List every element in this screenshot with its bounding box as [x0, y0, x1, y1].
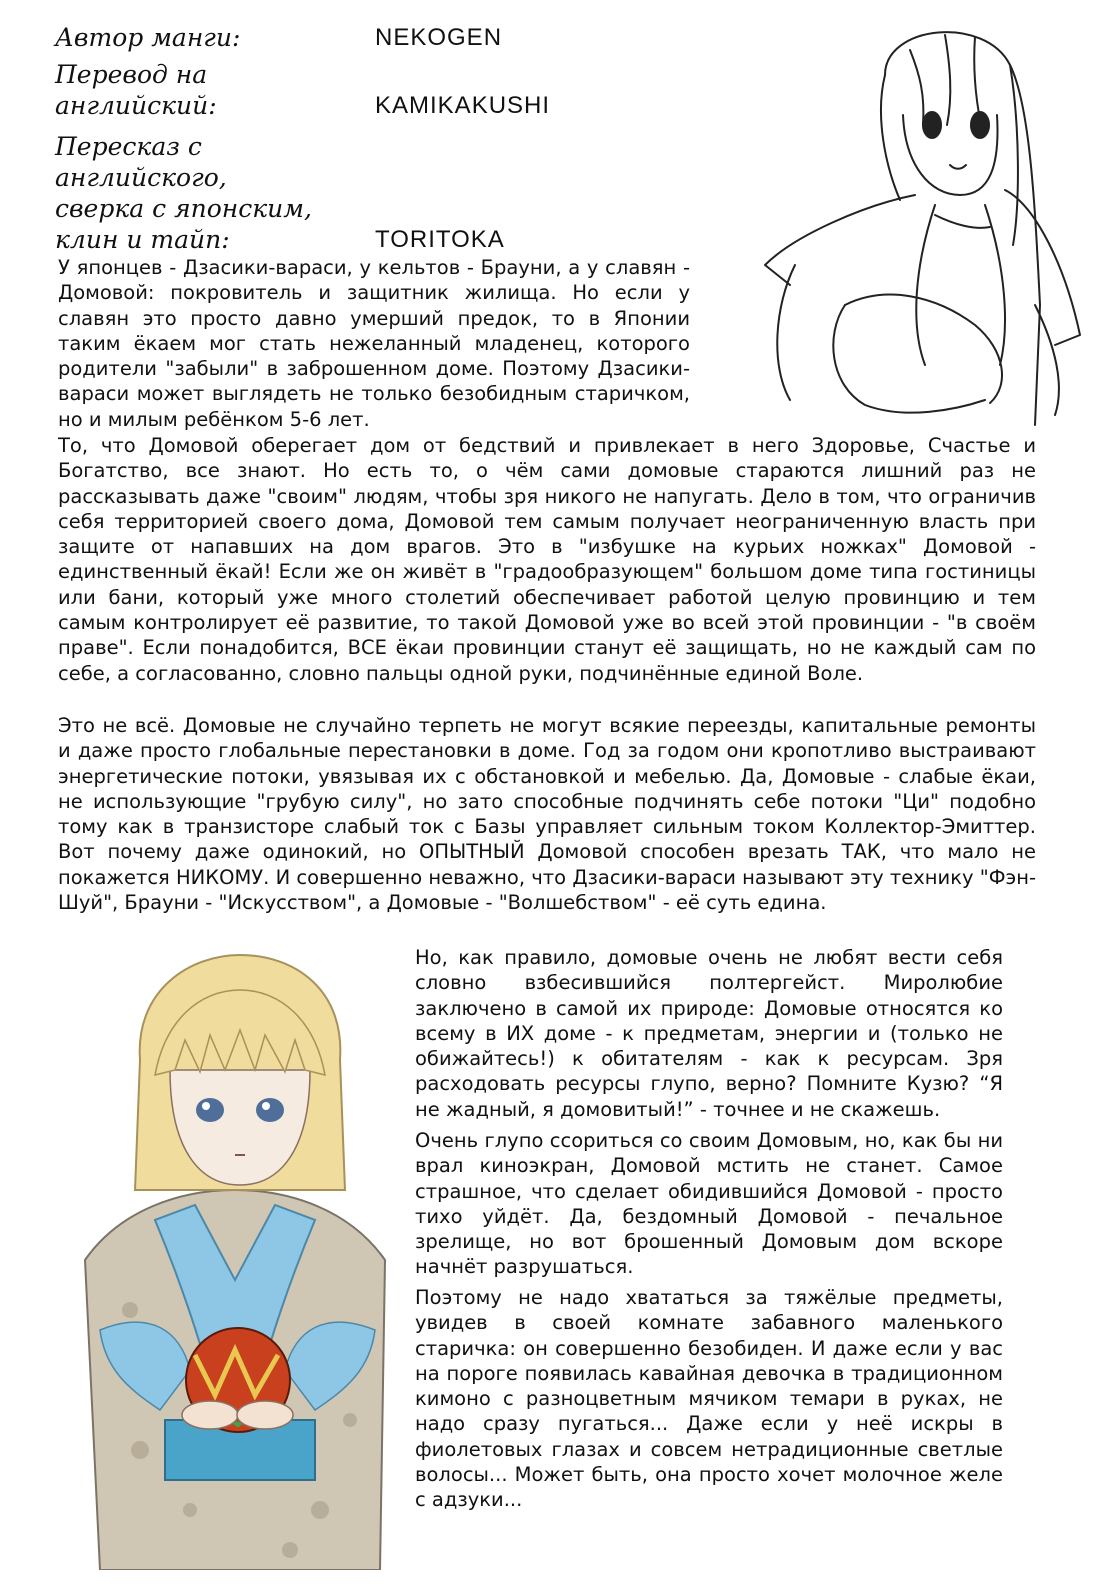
credits-block	[55, 22, 675, 261]
credit-name: KAMIKAKUSHI	[375, 92, 551, 119]
kimono-girl-illustration	[60, 950, 415, 1570]
credit-row-translation	[55, 59, 675, 121]
body-paragraph: Но, как правило, домовые очень не любят вести себя словно взбесившийся полтергейст. Миролюбие заключено в самой их природе: Домовые относятся ко всему в ИХ доме - к предметам, энергии и (только не обижайтесь!) к обитателям - как к ресурсам. Зря расходовать ресурсы глупо, верно? Помните Кузю? “Я не жадный, я домовитый!” - точнее и не скажешь.	[415, 946, 1003, 1121]
body-paragraph: Очень глупо ссориться со своим Домовым, но, как бы ни врал киноэкран, Домовой мстить не станет. Самое страшное, что сделает обидившийся Домовой - просто тихо уйдёт. Да, бездомный Домовой - печальное зрелище, но вот брошенный Домовым дом вскоре начнёт разрушаться.	[415, 1129, 1003, 1279]
credit-role: Перевод на английский:	[55, 60, 217, 120]
credit-name: NEKOGEN	[375, 24, 503, 51]
intro-paragraph: У японцев - Дзасики-вараси, у кельтов - Брауни, а у славян - Домовой: покровитель и защитник жилища. Но если у славян это просто давно умерший предок, то в Японии таким ёкаем мог стать нежеланный младенец, которого родители "забыли" в заброшенном доме. Поэтому Дзасики-вараси может выглядеть не только безобидным старичком, но и милым ребёнком 5-6 лет.	[58, 256, 690, 431]
credit-role: Пересказ с английского, сверка с японским, клин и тайп:	[55, 132, 312, 254]
body-paragraph: Это не всё. Домовые не случайно терпеть не могут всякие переезды, капитальные ремонты и даже просто глобальные перестановки в доме. Год за годом они кропотливо выстраивают энергетические потоки, увязывая их с обстановкой и мебелью. Да, Домовые - слабые ёкаи, не использующие "грубую силу", но зато способные подчинять себе потоки "Ци" подобно тому как в транзисторе слабый ток с Базы управляет сильным током Коллектор-Эмиттер. Вот почему даже одинокий, но ОПЫТНЫЙ Домовой способен врезать ТАК, что мало не покажется НИКОМУ. И совершенно неважно, что Дзасики-вараси называют эту технику "Фэн-Шуй", Брауни - "Искусством", а Домовые - "Волшебством" - её суть едина.	[58, 714, 1036, 915]
body-paragraph: То, что Домовой оберегает дом от бедствий и привлекает в него Здоровье, Счастье и Богатство, все знают. Но есть то, о чём сами домовые стараются лишний раз не рассказывать даже "своим" людям, чтобы зря никого не напугать. Дело в том, что ограничив себя территорией своего дома, Домовой тем самым получает неограниченную власть при защите от напавших на дом врагов. Это в "избушке на курьих ножках" Домовой - единственный ёкай! Если же он живёт в "градообразующем" большом доме типа гостиницы или бани, который уже много столетий обеспечивает работой целую провинцию и тем самым контролирует её развитие, то такой Домовой уже во всей этой провинции - "в своём праве". Если понадобится, ВСЕ ёкаи провинции станут её защищать, но не каждый сам по себе, а согласованно, словно пальцы одной руки, подчинённые единой Воле.	[58, 434, 1036, 685]
credit-role: Автор манги:	[55, 23, 241, 52]
credit-row-retelling	[55, 131, 675, 255]
credit-name: TORITOKA	[375, 226, 505, 253]
body-paragraph: Поэтому не надо хвататься за тяжёлые предметы, увидев в своей комнате забавного маленького старичка: он совершенно безобиден. И даже если у вас на пороге появилась кавайная девочка в традиционном кимоно с разноцветным мячиком темари в руках, не надо сразу пугаться... Даже если у неё искры в фиолетовых глазах и совсем нетрадиционные светлые волосы... Может быть, она просто хочет молочное желе с адзуки...	[415, 1286, 1003, 1512]
manga-sketch-illustration	[735, 5, 1090, 430]
credit-row-author	[55, 22, 675, 53]
